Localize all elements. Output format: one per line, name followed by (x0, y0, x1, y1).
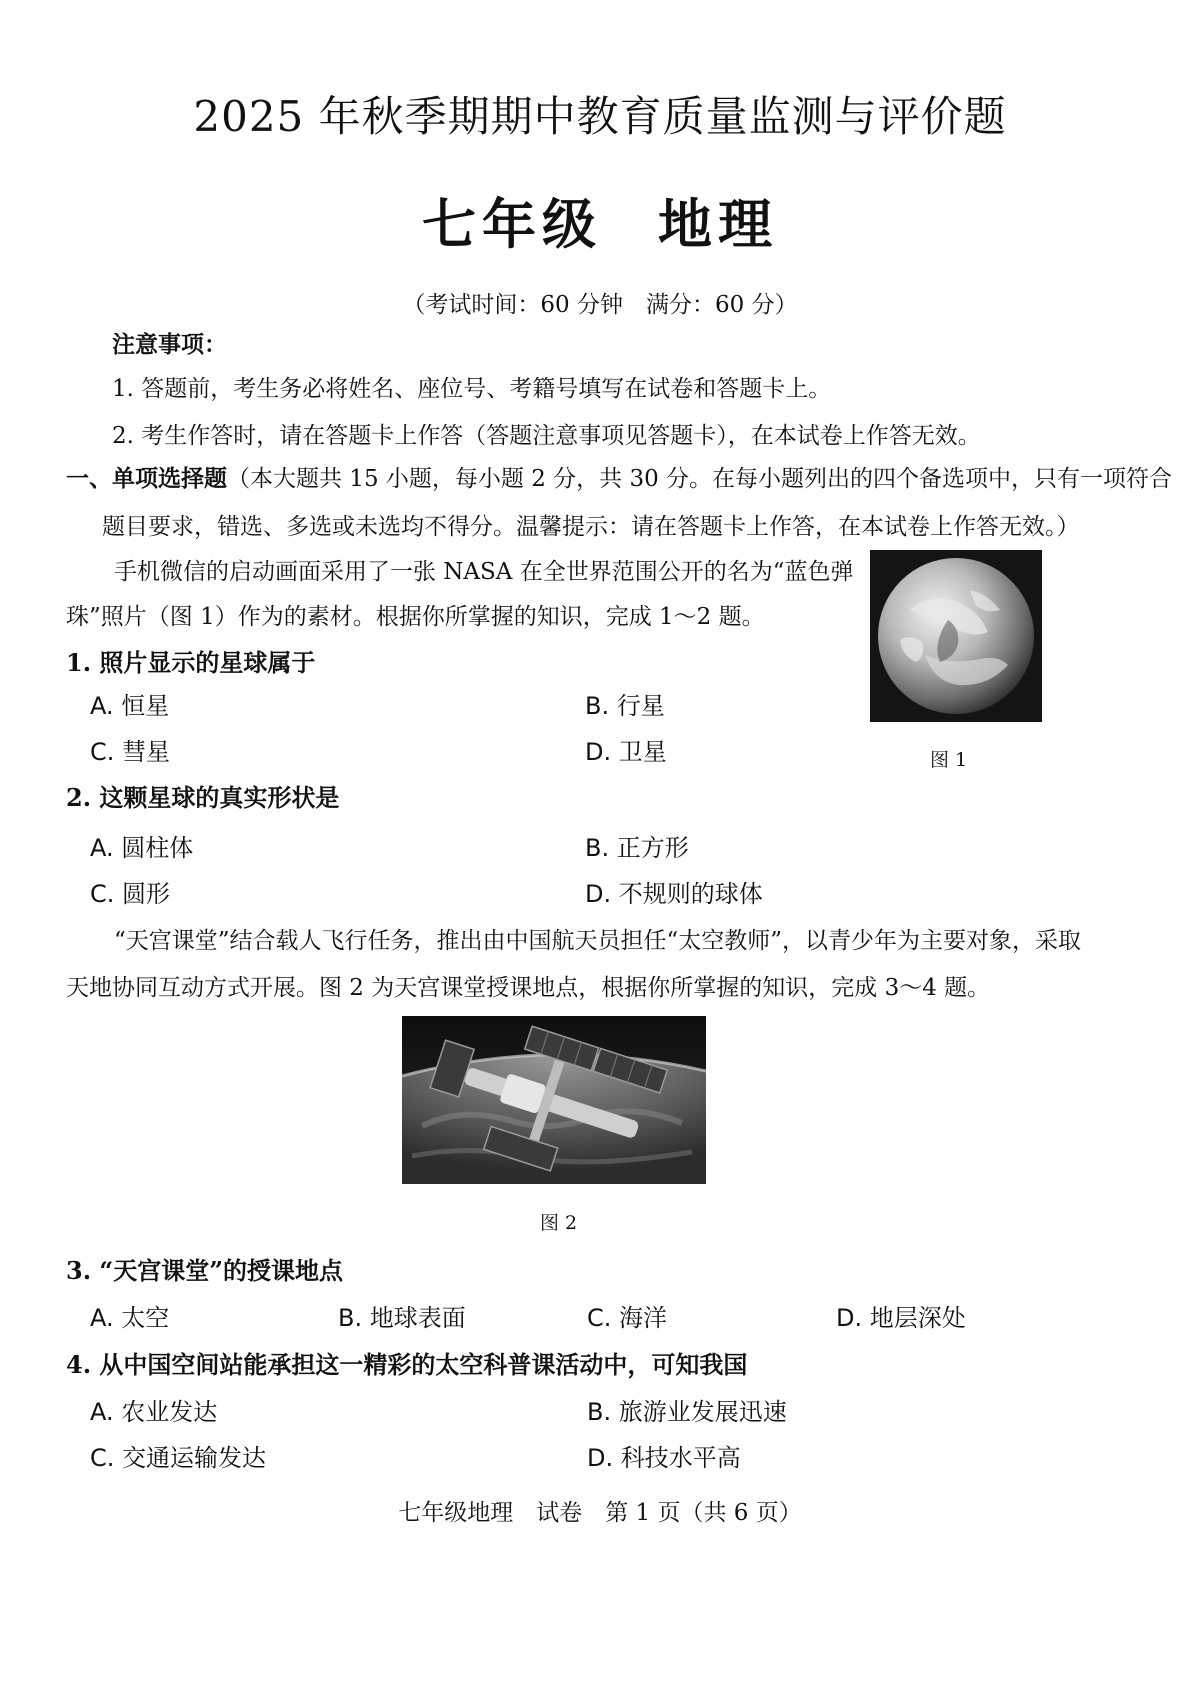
q3-option-c: C. 海洋 (587, 1304, 668, 1332)
q3-option-d: D. 地层深处 (836, 1304, 966, 1332)
space-station-image (402, 1016, 706, 1184)
passage-2-line1: “天宫课堂”结合载人飞行任务，推出由中国航天员担任“太空教师”，以青少年为主要对象，采取 (114, 928, 1082, 954)
section-1-desc: （本大题共 15 小题，每小题 2 分，共 30 分。在每小题列出的四个备选项中，只有一项符合 (227, 466, 1173, 492)
q1-option-d: D. 卫星 (585, 738, 667, 766)
question-4-stem: 4. 从中国空间站能承担这一精彩的太空科普课活动中，可知我国 (66, 1350, 748, 1379)
q2-option-b: B. 正方形 (585, 834, 689, 862)
notes-heading: 注意事项： (112, 331, 227, 358)
earth-globe-image (870, 550, 1042, 722)
note-item-1: 1. 答题前，考生务必将姓名、座位号、考籍号填写在试卷和答题卡上。 (112, 376, 832, 402)
q1-option-c: C. 彗星 (90, 738, 171, 766)
figure-1-caption: 图 1 (930, 749, 968, 771)
q2-option-a: A. 圆柱体 (90, 834, 194, 862)
section-1-title: 一、单项选择题 (66, 465, 227, 492)
q2-option-c: C. 圆形 (90, 880, 171, 908)
q3-option-a: A. 太空 (90, 1304, 170, 1332)
q4-option-a: A. 农业发达 (90, 1398, 218, 1426)
page-footer: 七年级地理 试卷 第 1 页（共 6 页） (398, 1500, 802, 1526)
question-3-stem: 3. “天宫课堂”的授课地点 (66, 1256, 344, 1285)
section-1-header (66, 460, 1172, 493)
note-item-2: 2. 考生作答时，请在答题卡上作答（答题注意事项见答题卡），在本试卷上作答无效。 (112, 423, 981, 449)
passage-1-line2: 珠”照片（图 1）作为的素材。根据你所掌握的知识，完成 1～2 题。 (66, 604, 765, 630)
passage-2-line2: 天地协同互动方式开展。图 2 为天宫课堂授课地点，根据你所掌握的知识，完成 3～4 题。 (66, 975, 991, 1001)
figure-2-caption: 图 2 (540, 1212, 578, 1234)
section-1-desc-line2: 题目要求，错选、多选或未选均不得分。温馨提示：请在答题卡上作答，在本试卷上作答无效。） (102, 514, 1080, 540)
q4-option-c: C. 交通运输发达 (90, 1444, 267, 1472)
q3-option-b: B. 地球表面 (338, 1304, 466, 1332)
q1-option-b: B. 行星 (585, 692, 665, 720)
passage-1-line1: 手机微信的启动画面采用了一张 NASA 在全世界范围公开的名为“蓝色弹 (114, 559, 854, 585)
exam-title: 2025 年秋季期期中教育质量监测与评价题 (193, 92, 1007, 141)
grade-label: 七年级 (422, 192, 602, 256)
q4-option-d: D. 科技水平高 (587, 1444, 741, 1472)
exam-info: （考试时间：60 分钟 满分：60 分） (402, 292, 798, 318)
earth-photo (870, 550, 1042, 722)
q4-option-b: B. 旅游业发展迅速 (587, 1398, 787, 1426)
space-station-photo (402, 1016, 706, 1184)
question-1-stem: 1. 照片显示的星球属于 (66, 648, 316, 677)
subject-title (0, 182, 1200, 259)
q2-option-d: D. 不规则的球体 (585, 880, 763, 908)
question-2-stem: 2. 这颗星球的真实形状是 (66, 783, 340, 812)
q1-option-a: A. 恒星 (90, 692, 170, 720)
subject-label: 地理 (658, 192, 778, 256)
